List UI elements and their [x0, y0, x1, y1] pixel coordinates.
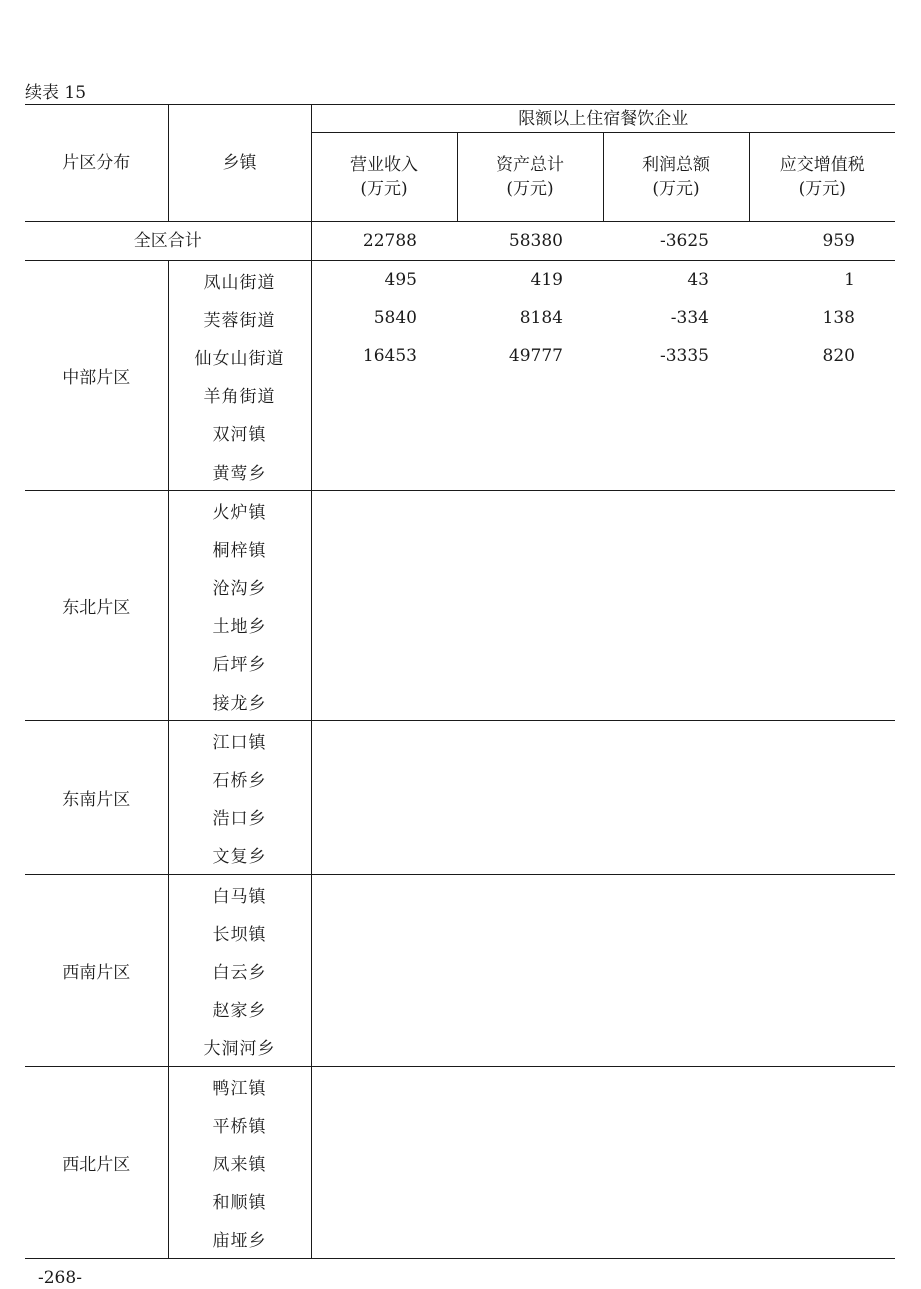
- value-cell: [603, 1220, 749, 1259]
- town-cell: 平桥镇: [168, 1105, 311, 1143]
- town-cell: 大洞河乡: [168, 1028, 311, 1067]
- total-label: 全区合计: [25, 222, 311, 261]
- value-text: 49777: [508, 346, 563, 367]
- value-cell: [457, 759, 603, 797]
- header-profit: [603, 133, 749, 222]
- header-assets: [457, 133, 603, 222]
- town-cell: 沧沟乡: [168, 568, 311, 606]
- value-text: -334: [670, 308, 709, 329]
- value-cell: [749, 1028, 895, 1067]
- town-cell: 白马镇: [168, 875, 311, 914]
- value-cell: [311, 759, 457, 797]
- value-cell: [749, 376, 895, 414]
- value-cell: [603, 913, 749, 951]
- town-cell: 白云乡: [168, 951, 311, 989]
- value-cell: [603, 798, 749, 836]
- value-cell: [749, 299, 895, 337]
- table-row: [25, 1066, 895, 1105]
- value-cell: [457, 721, 603, 760]
- value-cell: [749, 606, 895, 644]
- header-vat-label: 应交增值税: [779, 155, 865, 175]
- town-cell: 和顺镇: [168, 1182, 311, 1220]
- header-vat-unit: (万元): [798, 179, 846, 199]
- value-cell: [311, 1143, 457, 1181]
- table-row: [25, 875, 895, 914]
- total-value: [603, 222, 749, 261]
- value-cell: [603, 990, 749, 1028]
- value-cell: [457, 1066, 603, 1105]
- value-cell: [749, 798, 895, 836]
- town-cell: 接龙乡: [168, 682, 311, 721]
- value-cell: [749, 1143, 895, 1181]
- value-cell: [311, 1066, 457, 1105]
- value-cell: [603, 1105, 749, 1143]
- value-cell: [749, 529, 895, 567]
- region-cell: 西北片区: [25, 1066, 168, 1258]
- value-cell: [749, 1182, 895, 1220]
- value-cell: [749, 759, 895, 797]
- table-row: [25, 491, 895, 530]
- value-text: 5840: [373, 308, 417, 329]
- value-cell: [603, 414, 749, 452]
- header-vat: [749, 133, 895, 222]
- value-text: 8184: [519, 308, 563, 329]
- town-cell: 庙垭乡: [168, 1220, 311, 1259]
- value-cell: [603, 682, 749, 721]
- value-cell: [603, 1066, 749, 1105]
- value-cell: [457, 1143, 603, 1181]
- value-cell: [311, 1105, 457, 1143]
- value-cell: [311, 606, 457, 644]
- value-cell: [311, 913, 457, 951]
- town-cell: 江口镇: [168, 721, 311, 760]
- value-cell: [457, 414, 603, 452]
- table-caption: 续表 15: [25, 83, 87, 103]
- value-cell: [311, 1220, 457, 1259]
- value-text: 419: [530, 270, 563, 291]
- town-cell: 羊角街道: [168, 376, 311, 414]
- value-cell: [311, 875, 457, 914]
- value-cell: [749, 1220, 895, 1259]
- value-cell: [311, 682, 457, 721]
- value-cell: [457, 875, 603, 914]
- value-cell: [749, 951, 895, 989]
- value-cell: [311, 529, 457, 567]
- value-cell: [311, 798, 457, 836]
- header-region: 片区分布: [25, 105, 168, 222]
- header-assets-label: 资产总计: [496, 155, 564, 175]
- value-cell: [457, 1220, 603, 1259]
- value-text: 820: [822, 346, 855, 367]
- town-cell: 黄莺乡: [168, 452, 311, 491]
- total-profit: -3625: [659, 231, 709, 251]
- total-value: [749, 222, 895, 261]
- region-cell: 西南片区: [25, 875, 168, 1067]
- value-cell: [603, 452, 749, 491]
- value-cell: [603, 836, 749, 875]
- value-cell: [457, 299, 603, 337]
- value-cell: [311, 337, 457, 375]
- town-cell: 土地乡: [168, 606, 311, 644]
- value-cell: [603, 376, 749, 414]
- value-cell: [749, 682, 895, 721]
- value-cell: [311, 836, 457, 875]
- value-cell: [603, 337, 749, 375]
- value-cell: [603, 1182, 749, 1220]
- value-cell: [603, 491, 749, 530]
- value-cell: [457, 529, 603, 567]
- value-cell: [603, 1028, 749, 1067]
- value-cell: [749, 836, 895, 875]
- town-cell: 文复乡: [168, 836, 311, 875]
- header-profit-label: 利润总额: [642, 155, 710, 175]
- value-cell: [457, 1028, 603, 1067]
- value-cell: [311, 491, 457, 530]
- value-cell: [749, 414, 895, 452]
- value-cell: [311, 1182, 457, 1220]
- town-cell: 凤来镇: [168, 1143, 311, 1181]
- value-cell: [749, 913, 895, 951]
- town-cell: 鸭江镇: [168, 1066, 311, 1105]
- header-town: 乡镇: [168, 105, 311, 222]
- value-cell: [311, 261, 457, 300]
- value-cell: [457, 452, 603, 491]
- value-text: 43: [687, 270, 709, 291]
- town-cell: 后坪乡: [168, 644, 311, 682]
- value-cell: [749, 452, 895, 491]
- value-cell: [311, 568, 457, 606]
- table-body: [25, 222, 895, 1259]
- table-header: [25, 105, 895, 222]
- header-revenue-unit: (万元): [360, 179, 408, 199]
- value-cell: [749, 644, 895, 682]
- town-cell: 长坝镇: [168, 913, 311, 951]
- value-cell: [749, 990, 895, 1028]
- value-cell: [457, 606, 603, 644]
- total-revenue: 22788: [362, 231, 417, 251]
- value-cell: [749, 1105, 895, 1143]
- value-cell: [311, 990, 457, 1028]
- value-cell: [457, 913, 603, 951]
- town-cell: 双河镇: [168, 414, 311, 452]
- value-cell: [311, 721, 457, 760]
- value-cell: [311, 299, 457, 337]
- value-cell: [603, 721, 749, 760]
- value-cell: [457, 568, 603, 606]
- value-text: 495: [384, 270, 417, 291]
- value-cell: [311, 376, 457, 414]
- value-cell: [457, 261, 603, 300]
- value-cell: [457, 491, 603, 530]
- total-vat: 959: [822, 231, 855, 251]
- value-cell: [457, 376, 603, 414]
- town-cell: 凤山街道: [168, 261, 311, 300]
- value-cell: [603, 759, 749, 797]
- value-cell: [457, 990, 603, 1028]
- value-cell: [457, 836, 603, 875]
- value-text: 16453: [362, 346, 417, 367]
- region-cell: 东北片区: [25, 491, 168, 721]
- value-cell: [749, 568, 895, 606]
- statistics-table: [25, 104, 895, 1259]
- table-row: [25, 261, 895, 300]
- value-cell: [457, 951, 603, 989]
- town-cell: 浩口乡: [168, 798, 311, 836]
- value-text: -3335: [659, 346, 709, 367]
- town-cell: 桐梓镇: [168, 529, 311, 567]
- town-cell: 石桥乡: [168, 759, 311, 797]
- town-cell: 赵家乡: [168, 990, 311, 1028]
- header-revenue: [311, 133, 457, 222]
- value-cell: [603, 875, 749, 914]
- table-row: [25, 721, 895, 760]
- value-cell: [311, 452, 457, 491]
- value-cell: [749, 721, 895, 760]
- value-cell: [311, 1028, 457, 1067]
- total-value: [457, 222, 603, 261]
- header-assets-unit: (万元): [506, 179, 554, 199]
- region-cell: 东南片区: [25, 721, 168, 875]
- value-cell: [311, 644, 457, 682]
- header-revenue-label: 营业收入: [350, 155, 418, 175]
- town-cell: 芙蓉街道: [168, 299, 311, 337]
- header-profit-unit: (万元): [652, 179, 700, 199]
- value-cell: [457, 682, 603, 721]
- value-cell: [457, 337, 603, 375]
- value-cell: [457, 798, 603, 836]
- value-cell: [749, 875, 895, 914]
- value-cell: [603, 568, 749, 606]
- value-cell: [749, 491, 895, 530]
- value-cell: [311, 951, 457, 989]
- value-cell: [749, 261, 895, 300]
- value-cell: [603, 261, 749, 300]
- value-cell: [749, 337, 895, 375]
- value-cell: [457, 1105, 603, 1143]
- value-cell: [603, 299, 749, 337]
- town-cell: 仙女山街道: [168, 337, 311, 375]
- value-text: 1: [844, 270, 855, 291]
- header-group-title: 限额以上住宿餐饮企业: [311, 105, 895, 133]
- page-number: -268-: [38, 1268, 82, 1288]
- region-cell: 中部片区: [25, 261, 168, 491]
- value-cell: [457, 644, 603, 682]
- value-cell: [603, 606, 749, 644]
- value-cell: [603, 951, 749, 989]
- value-text: 138: [822, 308, 855, 329]
- value-cell: [311, 414, 457, 452]
- value-cell: [603, 529, 749, 567]
- total-value: [311, 222, 457, 261]
- value-cell: [457, 1182, 603, 1220]
- total-row: [25, 222, 895, 261]
- value-cell: [603, 644, 749, 682]
- value-cell: [749, 1066, 895, 1105]
- total-assets: 58380: [508, 231, 563, 251]
- town-cell: 火炉镇: [168, 491, 311, 530]
- value-cell: [603, 1143, 749, 1181]
